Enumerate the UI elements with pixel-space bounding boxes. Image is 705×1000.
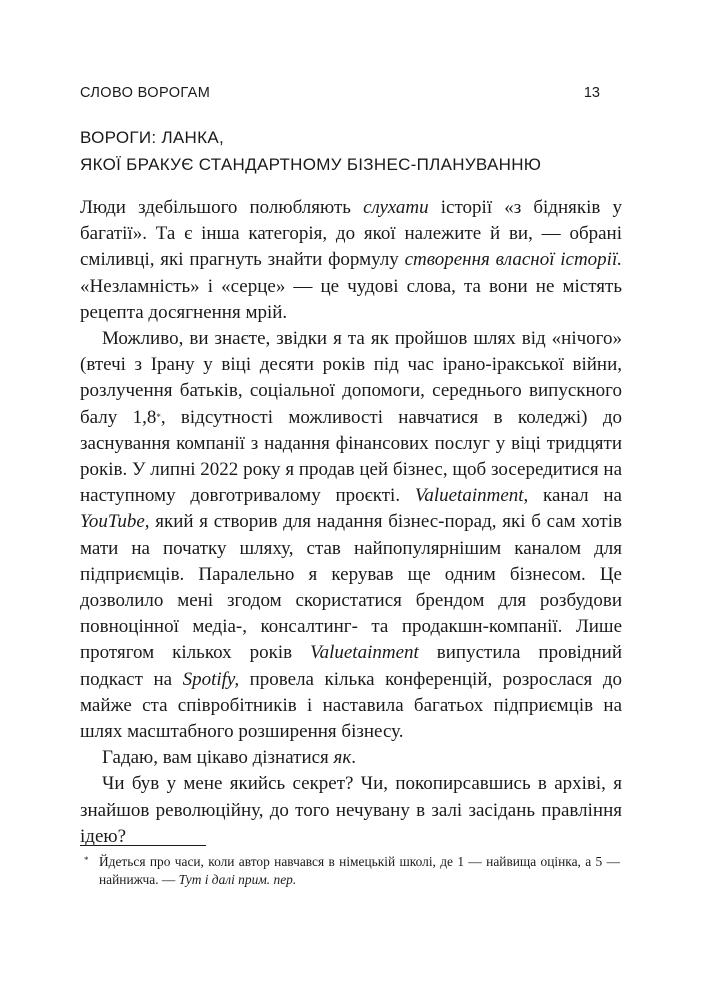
text-span: , який я створив для надання бізнес-порад, які б сам хотів мати на початку шляху, став найпопулярнішим каналом для підприємців. Паралельно я керував ще одним бізнесом. Це дозволило мені згодом скористатися брендом для розбудови повноцінної медіа-, консалтинг- та продакшн-компанії. Лише протягом кількох років	[80, 511, 622, 664]
text-span: , канал на	[523, 485, 622, 507]
text-span: «Незламність» і «серце» — це чудові слова, та вони не містять рецепта досягнення мрій.	[80, 275, 622, 323]
text-span: провела кілька конференцій, розрослася до майже ста співробітників і наставила багатьох підприємців на шлях масштабного розширення бізнесу.	[80, 668, 622, 743]
paragraph-1	[80, 195, 622, 326]
text-span: Можливо, ви знаєте, звідки я та як пройшов шлях від «нічого» (втечі з Ірану у віці десяти років під час ірано-іракської війни, розлучення батьків, соціальної допомоги, середнього випускного балу 1,8	[80, 328, 622, 428]
text-span: Люди здебільшого полюбляють	[80, 197, 364, 218]
text-span: .	[351, 747, 357, 769]
text-span: , відсутності можливості навчатися в коледжі) до заснування компанії з надання фінансових послуг у віці тридцяти років. У липні 2022 року я продав цей бізнес, щоб зосередитися на наступному довготривалому проєкті.	[80, 406, 622, 507]
paragraph-3	[80, 745, 622, 771]
italic-span: Valuetainment	[310, 642, 419, 664]
italic-span: створення власної історії.	[404, 249, 622, 271]
italic-span: YouTube	[80, 511, 145, 533]
italic-span: слухати	[363, 197, 429, 218]
paragraph-2	[80, 326, 622, 745]
text-span: випустила провідний подкаст на	[80, 642, 622, 690]
body-text	[80, 195, 622, 850]
italic-span: Тут і далі прим. пер.	[178, 872, 297, 887]
text-span: історії «з бідняків у багатії». Та є інша категорія, до якої належите й ви, — обрані сміливці, які прагнуть знайти формулу	[80, 197, 622, 271]
text-span: Чи був у мене якийсь секрет? Чи, покопирсавшись в архіві, я знайшов революційну, до того нечувану в залі засідань правління ідею?	[80, 773, 622, 847]
section-heading-line-2: ЯКОЇ БРАКУЄ СТАНДАРТНОМУ БІЗНЕС-ПЛАНУВАННЮ	[80, 155, 542, 174]
footnote-text	[80, 853, 620, 889]
footnote-mark: *	[84, 855, 89, 865]
italic-span: Spotify,	[182, 668, 240, 690]
section-heading	[80, 124, 620, 178]
section-heading-line-1: ВОРОГИ: ЛАНКА,	[80, 128, 224, 147]
paragraph-4	[80, 771, 622, 850]
footnote-divider	[80, 845, 206, 846]
italic-span: як	[333, 747, 352, 769]
page-number: 13	[583, 85, 600, 101]
text-span: Гадаю, вам цікаво дізнатися	[102, 747, 334, 769]
footnote-reference: *	[156, 411, 161, 422]
italic-span: Valuetainment	[414, 485, 524, 507]
footnote	[80, 853, 620, 889]
running-title: СЛОВО ВОРОГАМ	[80, 85, 211, 101]
text-span: Йдеться про часи, коли автор навчався в німецькій школі, де 1 — найвища оцінка, а 5 — найнижча. —	[99, 854, 620, 887]
